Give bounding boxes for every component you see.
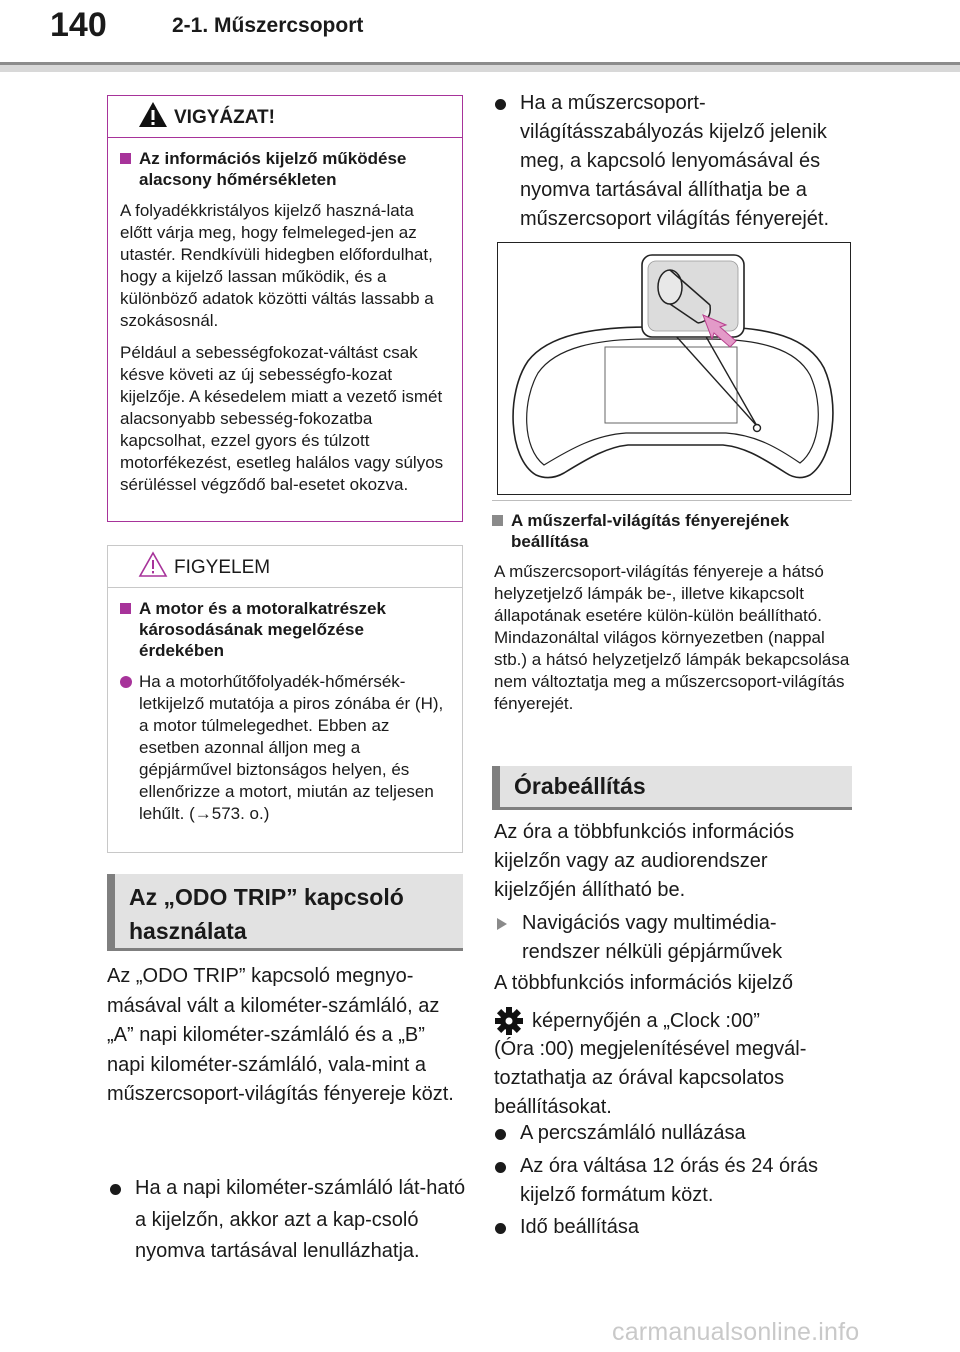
caution-triangle-icon xyxy=(138,551,168,579)
odo-trip-intro: Az „ODO TRIP” kapcsoló megnyo-másával vált a kilométer-számláló, az „A” napi kilométer-számláló és a „B” napi kilométer-számláló, vala-mint a műszercsoport-világítás fényereje közt. xyxy=(107,965,454,1105)
warning-triangle-icon xyxy=(138,101,168,129)
clock-bullet-3: Idő beállítása xyxy=(495,1213,851,1242)
bullet-icon xyxy=(495,1129,506,1140)
section-title: 2-1. Műszercsoport xyxy=(172,14,364,37)
warning-paragraph-2: Például a sebességfokozat-váltást csak késve követi az új sebességfo-kozat kijelzője. A késedelem miatt a vezető ismét alacsonyabb sebesség-fokozatba kapcsolhat, ezzel gyors és túlzott motorfékezést, esetleg halálos vagy súlyos sérüléssel végződő bal-esetet okozva. xyxy=(120,343,444,494)
triangle-bullet-icon xyxy=(497,918,507,930)
square-bullet-icon xyxy=(492,515,503,526)
clock-bullet-2: Az óra váltása 12 órás és 24 órás kijelző formátum közt. xyxy=(495,1152,851,1210)
caution-box-header xyxy=(108,546,462,588)
clock-intro: Az óra a többfunkciós információs kijelzőn vagy az audiorendszer kijelzőjén állítható be. xyxy=(494,821,795,901)
page-number: 140 xyxy=(50,6,107,44)
caution-box-title: FIGYELEM xyxy=(174,557,271,578)
clock-bullet-1: A percszámláló nullázása xyxy=(495,1119,851,1148)
caution-bullet: Ha a motorhűtőfolyadék-hőmérsék-letkijelző mutatója a piros zónába ér (H), a motor túlmelegedhet. Ebben az esetben azonnal álljon meg a gépjárművel biztonságos helyen, és ellenőrizze a motort, miután az teljesen lehűlt. (→573. o.) xyxy=(120,671,448,825)
caution-subheading: A motor és a motoralkatrészek károsodásának megelőzése érdekében xyxy=(120,598,448,661)
brightness-subheading: A műszerfal-világítás fényerejének beállítása xyxy=(492,510,852,552)
bullet-icon xyxy=(495,1162,506,1173)
cluster-drawing xyxy=(498,243,849,493)
warning-box xyxy=(107,95,463,522)
warning-box-title: VIGYÁZAT! xyxy=(174,107,275,128)
clock-line-2: képernyőjén a „Clock :00” xyxy=(494,1006,760,1036)
bullet-icon xyxy=(495,1223,506,1234)
bullet-icon xyxy=(110,1184,121,1195)
warning-paragraph-1: A folyadékkristályos kijelző haszná-lata előtt várja meg, hogy felmeleged-jen az utastér. Rendkívüli hidegben előfordulhat, hogy a kijelző lassan működik, és a különböző adatok közötti váltás lassabb a szokásosnál. xyxy=(120,201,434,330)
clock-sub-item: Navigációs vagy multimédia-rendszer nélküli gépjárművek xyxy=(495,909,851,967)
bullet-icon xyxy=(495,99,506,110)
clock-line-3: (Óra :00) megjelenítésével megvál-toztathatja az órával kapcsolatos beállításokat. xyxy=(494,1038,807,1118)
round-bullet-icon xyxy=(120,676,132,688)
header-rule xyxy=(0,62,960,72)
brightness-text: A műszercsoport-világítás fényereje a hátsó helyzetjelző lámpák be-, illetve kikapcsolt állapotának esetére külön-külön beállítható. Mindazonáltal világos környezetben (nappal stb.) a hátsó helyzetjelző lámpák bekapcsolása nem változtatja meg a műszercsoport-világítás fényerejét. xyxy=(494,562,850,713)
warning-subheading: Az információs kijelző működése alacsony hőmérsékleten xyxy=(120,148,448,190)
brightness-bullet: Ha a műszercsoport-világításszabályozás kijelző jelenik meg, a kapcsoló lenyomásával és nyomva tartásával állíthatja be a műszercsoport világítás fényerejét. xyxy=(495,89,851,234)
gear-icon xyxy=(494,1006,524,1036)
divider xyxy=(492,500,852,501)
caution-box xyxy=(107,545,463,853)
square-bullet-icon xyxy=(120,603,131,614)
odo-trip-bullet: Ha a napi kilométer-számláló lát-ható a kijelzőn, akkor azt a kap-csoló nyomva tartásával lenullázhatja. xyxy=(110,1173,468,1268)
clock-heading: Órabeállítás xyxy=(492,766,852,810)
watermark: carmanualsonline.info xyxy=(612,1318,860,1346)
odo-trip-heading: Az „ODO TRIP” kapcsoló használata xyxy=(107,874,463,951)
square-bullet-icon xyxy=(120,153,131,164)
instrument-cluster-illustration xyxy=(497,242,851,495)
clock-line-1: A többfunkciós információs kijelző xyxy=(494,972,794,994)
warning-box-header xyxy=(108,96,462,138)
